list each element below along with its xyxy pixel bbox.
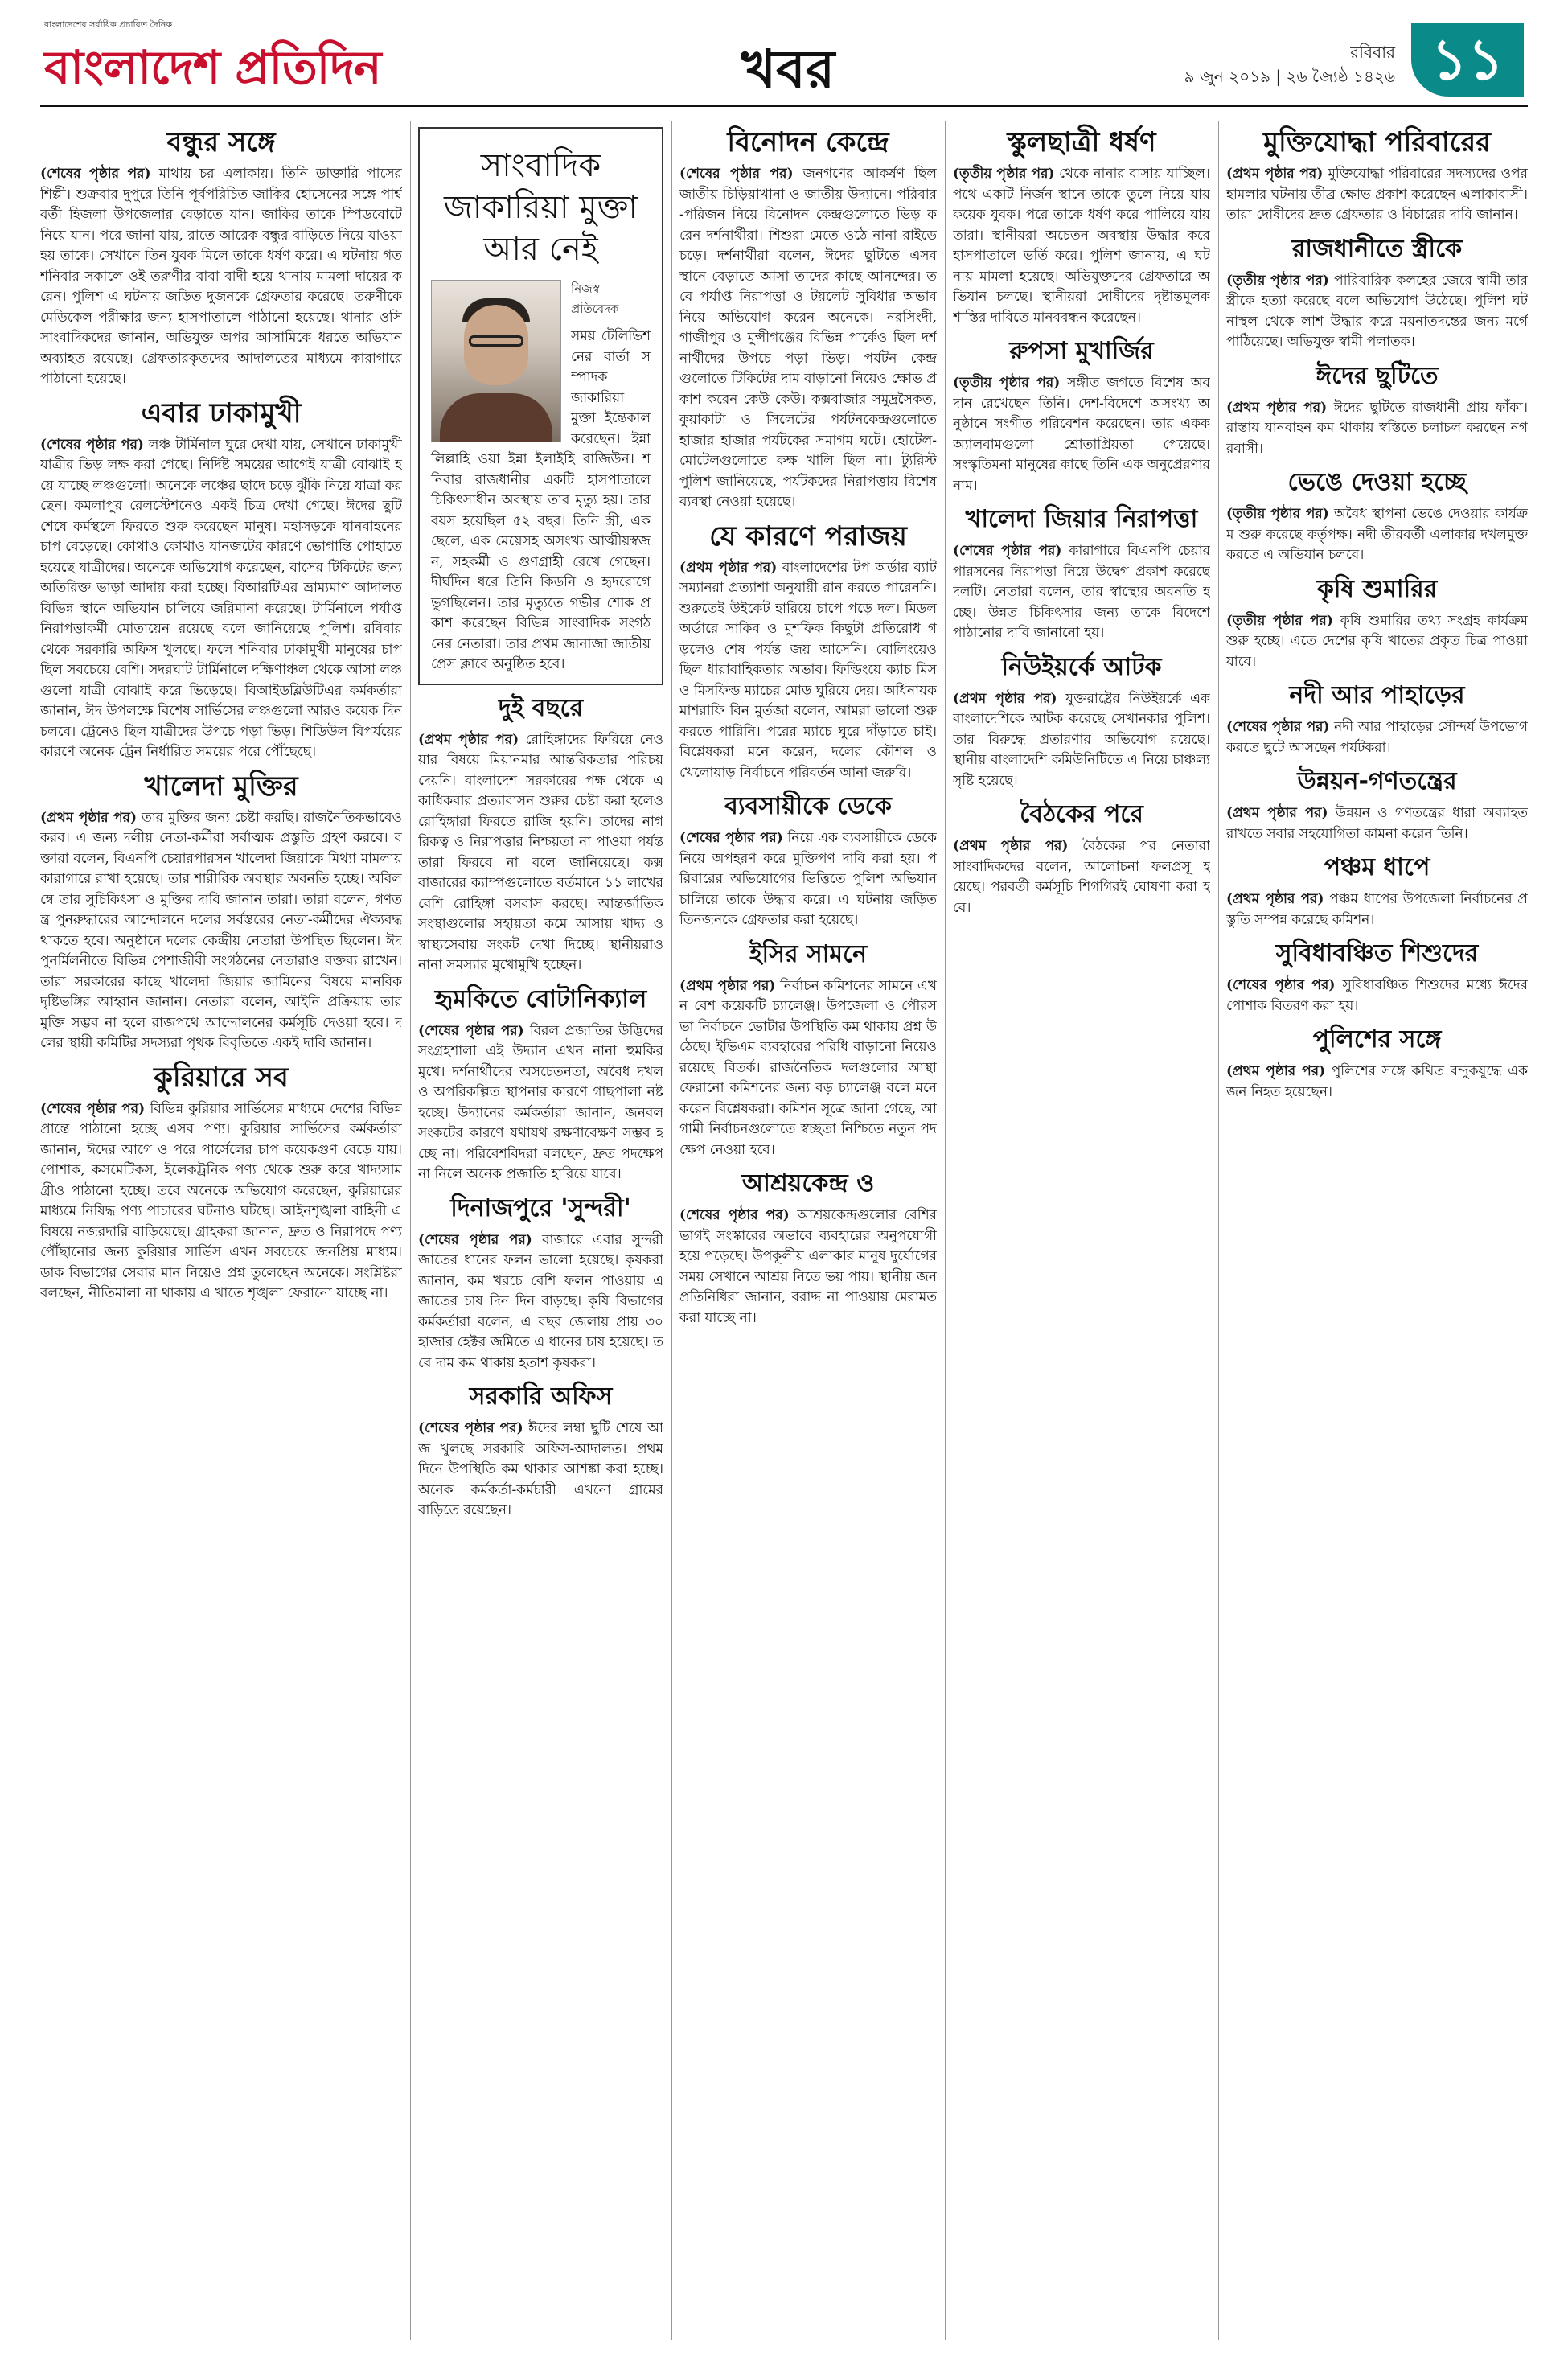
story — [953, 799, 1210, 918]
story-lead: (শেষের পৃষ্ঠার পর) — [40, 166, 151, 182]
header-divider — [40, 105, 1528, 107]
story-body — [1226, 504, 1528, 566]
story-lead: (শেষের পৃষ্ঠার পর) — [679, 830, 783, 846]
story — [1226, 852, 1528, 930]
story-text: বৈঠকের পর নেতারা সাংবাদিকদের বলেন, আলোচনা ফলপ্রসূ হয়েছে। পরবর্তী কর্মসূচি শিগগিরই ঘোষণা করা হবে। — [953, 838, 1210, 916]
story-headline[interactable]: দিনাজপুরে 'সুন্দরী' — [450, 1193, 631, 1222]
story-text: বাজারে এবার সুন্দরী জাতের ধানের ফলন ভালো হয়েছে। কৃষকরা জানান, কম খরচে বেশি ফলন পাওয়ায় এ জাতের চাষ দিন দিন বাড়ছে। কৃষি বিভাগের কর্মকর্তারা বলেন, এ বছর জেলায় প্রায় ৩০ হাজার হেক্টর জমিতে এ ধানের চাষ হয়েছে। তবে দাম কম থাকায় হতাশ কৃষকরা। — [418, 1231, 663, 1371]
story-lead: (শেষের পৃষ্ঠার পর) — [418, 1231, 532, 1248]
story-text: মাথায় চর এলাকায়। তিনি ডাক্তারি পাসের শিল্পী। শুক্রবার দুপুরে তিনি পূর্বপরিচিত জাকির হোসেনের সঙ্গে পার্শ্ববর্তী হিজলা উপজেলার বেড়াতে যান। জাকির তাকে স্পিডবোটে নিয়ে যান। পরে জানা যায়, রাতে আরেক বন্ধুর বাড়িতে নিয়ে যাওয়া হয় তাকে। সেখানে তিন যুবক মিলে তাকে ধর্ষণ করে। এ ঘটনায় গত শনিবার সকালে ওই তরুণীর বাবা বাদী হয়ে থানায় মামলা দায়ের করেন। পুলিশ এ ঘটনায় জড়িত দুজনকে গ্রেফতার করেছে। তরুণীকে মেডিকেল পরীক্ষার জন্য হাসপাতালে পাঠানো হয়েছে। থানার ওসি সাংবাদিকদের জানান, অভিযুক্ত অপর আসামিকে ধরতে অভিযান অব্যাহত রয়েছে। গ্রেফতারকৃতদের আদালতের মাধ্যমে কারাগারে পাঠানো হয়েছে। — [40, 166, 402, 387]
story-body — [40, 808, 402, 1054]
story-lead: (শেষের পৃষ্ঠার পর) — [1226, 719, 1330, 735]
story — [953, 336, 1210, 496]
obituary-box — [418, 127, 663, 685]
story-body — [40, 1099, 402, 1304]
story-text: তার মুক্তির জন্য চেষ্টা করছি। রাজনৈতিকভাবেও করব। এ জন্য দলীয় নেতা-কর্মীরা সর্বাত্মক প্রস্তুতি গ্রহণ করবে। বক্তারা বলেন, বিএনপি চেয়ারপারসন খালেদা জিয়াকে মিথ্যা মামলায় কারাগারে রাখা হয়েছে। তার শারীরিক অবস্থার অবনতি হচ্ছে। অবিলম্বে তার সুচিকিৎসা ও মুক্তির দাবি জানান তারা। তারা বলেন, গণতন্ত্র পুনরুদ্ধারের আন্দোলনে দলের সর্বস্তরের নেতা-কর্মীদের ঐক্যবদ্ধ থাকতে হবে। অনুষ্ঠানে দলের কেন্দ্রীয় নেতারা উপস্থিত ছিলেন। ঈদ পুনর্মিলনীতে বিভিন্ন পেশাজীবী সংগঠনের নেতারাও বক্তব্য রাখেন। তারা সরকারের কাছে খালেদা জিয়ার জামিনের বিষয়ে মানবিক দৃষ্টিভঙ্গির আহ্বান জানান। নেতারা বলেন, আইনি প্রক্রিয়ায় তার মুক্তি সম্ভব না হলে রাজপথে আন্দোলনের কর্মসূচি দেওয়া হবে। দলের স্থায়ী কমিটির সদস্যরা পৃথক বিবৃতিতে একই দাবি জানান। — [40, 809, 402, 1051]
story — [953, 127, 1210, 328]
story-body — [1226, 164, 1528, 226]
story-headline[interactable]: আশ্রয়কেন্দ্র ও — [741, 1169, 875, 1197]
day-label: রবিবার — [1350, 43, 1395, 62]
story-text: সঙ্গীত জগতে বিশেষ অবদান রেখেছেন তিনি। দেশ-বিদেশে অসংখ্য অনুষ্ঠানে সংগীত পরিবেশন করেছেন। তার একক অ্যালবামগুলো শ্রোতাপ্রিয়তা পেয়েছে। সংস্কৃতিমনা মানুষের কাছে তিনি এক অনুপ্রেরণার নাম। — [953, 375, 1210, 494]
story-text: পারিবারিক কলহের জেরে স্বামী তার স্ত্রীকে হত্যা করেছে বলে অভিযোগ উঠেছে। পুলিশ ঘটনাস্থল থেকে লাশ উদ্ধার করে ময়নাতদন্তের জন্য মর্গে পাঠিয়েছে। অভিযুক্ত স্বামী পলাতক। — [1226, 272, 1528, 350]
story-body — [1226, 975, 1528, 1017]
story-lead: (শেষের পৃষ্ঠার পর) — [679, 1207, 790, 1223]
column-divider — [1218, 121, 1219, 2340]
story-headline[interactable]: খালেদা জিয়ার নিরাপত্তা — [965, 505, 1198, 533]
story-headline[interactable]: মুক্তিযোদ্ধা পরিবারের — [1263, 126, 1491, 158]
story — [679, 1169, 937, 1329]
story-headline[interactable]: নিউইয়র্কে আটক — [1001, 652, 1162, 681]
story-lead: (প্রথম পৃষ্ঠার পর) — [1226, 1063, 1326, 1079]
story-body — [679, 976, 937, 1161]
story-text: বাংলাদেশের টপ অর্ডার ব্যাটসম্যানরা প্রত্যাশা অনুযায়ী রান করতে পারেননি। শুরুতেই উইকেট হারিয়ে চাপে পড়ে দল। মিডল অর্ডারে সাকিব ও মুশফিক কিছুটা প্রতিরোধ গড়লেও শেষ পর্যন্ত জয় আসেনি। বোলিংয়েও ছিল ধারাবাহিকতার অভাব। ফিল্ডিংয়ে ক্যাচ মিস ও মিসফিল্ড ম্যাচের মোড় ঘুরিয়ে দেয়। অধিনায়ক মাশরাফি বিন মুর্তজা বলেন, আমরা ভালো শুরু করতে পারিনি। পরের ম্যাচে ঘুরে দাঁড়াতে চাই। বিশ্লেষকরা মনে করেন, দলের কৌশল ও খেলোয়াড় নির্বাচনে পরিবর্তন আনা জরুরি। — [679, 559, 937, 781]
story-text: বিরল প্রজাতির উদ্ভিদের সংগ্রহশালা এই উদ্যান এখন নানা হুমকির মুখে। দর্শনার্থীদের অসচেতনতা, অবৈধ দখল ও অপরিকল্পিত স্থাপনার কারণে গাছপালা নষ্ট হচ্ছে। উদ্যানের কর্মকর্তারা জানান, জনবল সংকটের কারণে যথাযথ রক্ষণাবেক্ষণ সম্ভব হচ্ছে না। পরিবেশবিদরা বলছেন, দ্রুত পদক্ষেপ না নিলে অনেক প্রজাতি হারিয়ে যাবে। — [418, 1022, 663, 1182]
story-text: পঞ্চম ধাপের উপজেলা নির্বাচনের প্রস্তুতি সম্পন্ন করেছে কমিশন। — [1226, 891, 1528, 928]
section-title: খবর — [741, 39, 835, 101]
story-lead: (শেষের পৃষ্ঠার পর) — [1226, 977, 1336, 993]
story — [1226, 766, 1528, 844]
story-headline[interactable]: যে কারণে পরাজয় — [709, 520, 907, 552]
story-headline[interactable]: কুরিয়ারে সব — [154, 1061, 289, 1094]
story-text: সুবিধাবঞ্চিত শিশুদের মধ্যে ঈদের পোশাক বিতরণ করা হয়। — [1226, 977, 1528, 1014]
story-headline[interactable]: রাজধানীতে স্ত্রীকে — [1291, 234, 1463, 263]
story-text: নিয়ে এক ব্যবসায়ীকে ডেকে নিয়ে অপহরণ করে মুক্তিপণ দাবি করা হয়। পরিবারের অভিযোগের ভিত্তিতে পুলিশ অভিযান চালিয়ে তাকে উদ্ধার করে। এ ঘটনায় জড়িত তিনজনকে গ্রেফতার করা হয়েছে। — [679, 830, 937, 928]
story — [1226, 680, 1528, 758]
story-lead: (প্রথম পৃষ্ঠার পর) — [953, 838, 1069, 854]
obituary-headline[interactable]: সাংবাদিক জাকারিয়া মুক্তা আর নেই — [444, 147, 638, 268]
story-text: পুলিশের সঙ্গে কথিত বন্দুকযুদ্ধে একজন নিহত হয়েছেন। — [1226, 1063, 1528, 1100]
story-body — [1226, 889, 1528, 930]
story-lead: (তৃতীয় পৃষ্ঠার পর) — [953, 375, 1061, 391]
story — [40, 1062, 402, 1304]
story-text: নদী আর পাহাড়ের সৌন্দর্য উপভোগ করতে ছুটে আসছেন পর্যটকরা। — [1226, 719, 1528, 756]
story-lead: (শেষের পৃষ্ঠার পর) — [40, 436, 144, 453]
column-4 — [953, 119, 1210, 2347]
story-text: ঈদের লম্বা ছুটি শেষে আজ খুলছে সরকারি অফিস-আদালত। প্রথম দিনে উপস্থিতি কম থাকার আশঙ্কা করা হচ্ছে। অনেক কর্মকর্তা-কর্মচারী এখনো গ্রামের বাড়িতে রয়েছেন। — [418, 1420, 663, 1518]
story-lead: (প্রথম পৃষ্ঠার পর) — [679, 977, 776, 994]
story-text: থেকে নানার বাসায় যাচ্ছিল। পথে একটি নির্জন স্থানে তাকে তুলে নিয়ে যায় কয়েক যুবক। পরে তাকে ধর্ষণ করে পালিয়ে যায় তারা। স্থানীয়রা অচেতন অবস্থায় উদ্ধার করে হাসপাতালে ভর্তি করে। পুলিশ জানায়, এ ঘটনায় মামলা হয়েছে। অভিযুক্তদের গ্রেফতারে অভিযান চলছে। স্থানীয়রা দোষীদের দৃষ্টান্তমূলক শাস্তির দাবিতে মানববন্ধন করেছেন। — [953, 166, 1210, 326]
story-headline[interactable]: সুবিধাবঞ্চিত শিশুদের — [1275, 939, 1479, 967]
story — [40, 398, 402, 763]
story — [40, 771, 402, 1054]
story-text: রোহিঙ্গাদের ফিরিয়ে নেওয়ার বিষয়ে মিয়ানমার আন্তরিকতার পরিচয় দেয়নি। বাংলাদেশ সরকারের পক্ষ থেকে একাধিকবার প্রত্যাবাসন শুরুর চেষ্টা করা হলেও রোহিঙ্গারা ফিরতে রাজি হয়নি। তাদের নাগরিকত্ব ও নিরাপত্তার নিশ্চয়তা না পাওয়া পর্যন্ত তারা ফিরবে না বলে জানিয়েছে। কক্সবাজারের ক্যাম্পগুলোতে বর্তমানে ১১ লাখের বেশি রোহিঙ্গা বসবাস করছে। আন্তর্জাতিক সংস্থাগুলোর সহায়তা কমে আসায় খাদ্য ও স্বাস্থ্যসেবায় সংকট দেখা দিচ্ছে। স্থানীয়রাও নানা সমস্যার মুখোমুখি হচ্ছেন। — [418, 731, 663, 973]
story-lead: (তৃতীয় পৃষ্ঠার পর) — [1226, 612, 1333, 629]
story-headline[interactable]: ব্যবসায়ীকে ডেকে — [724, 792, 892, 820]
story-body — [418, 1419, 663, 1522]
story-body — [1226, 611, 1528, 673]
story — [40, 127, 402, 390]
story-headline[interactable]: পুলিশের সঙ্গে — [1312, 1025, 1442, 1054]
story-body — [418, 730, 663, 976]
story-text: উন্নয়ন ও গণতন্ত্রের ধারা অব্যাহত রাখতে সবার সহযোগিতা কামনা করেন তিনি। — [1226, 805, 1528, 842]
story-text: বিভিন্ন কুরিয়ার সার্ভিসের মাধ্যমে দেশের বিভিন্ন প্রান্তে পাঠানো হচ্ছে এসব পণ্য। কুরিয়ার সার্ভিসের কর্মকর্তারা জানান, ঈদের আগে ও পরে পার্সেলের চাপ কয়েকগুণ বেড়ে যায়। পোশাক, কসমেটিকস, ইলেকট্রনিক পণ্য থেকে শুরু করে খাদ্যসামগ্রীও পাঠানো হচ্ছে। তবে অনেকে অভিযোগ করেছেন, কুরিয়ারের মাধ্যমে নিষিদ্ধ পণ্য পাচারের ঘটনাও ঘটছে। আইনশৃঙ্খলা বাহিনী এ বিষয়ে নজরদারি বাড়িয়েছে। গ্রাহকরা জানান, দ্রুত ও নিরাপদে পণ্য পৌঁছানোর জন্য কুরিয়ার সার্ভিস এখন সবচেয়ে জনপ্রিয় মাধ্যম। ডাক বিভাগের সেবার মান নিয়েও প্রশ্ন তুলেছেন অনেকে। সংশ্লিষ্টরা বলছেন, নীতিমালা না থাকায় এ খাতে শৃঙ্খলা ফেরানো যাচ্ছে না। — [40, 1100, 402, 1301]
story-lead: (শেষের পৃষ্ঠার পর) — [418, 1420, 523, 1436]
story-headline[interactable]: স্কুলছাত্রী ধর্ষণ — [1007, 126, 1156, 158]
story-lead: (প্রথম পৃষ্ঠার পর) — [418, 731, 519, 748]
column-divider — [410, 121, 411, 2340]
story-body — [679, 828, 937, 931]
story-body — [953, 836, 1210, 918]
story — [1226, 234, 1528, 353]
story-text: অবৈধ স্থাপনা ভেঙে দেওয়ার কার্যক্রম শুরু করেছে কর্তৃপক্ষ। নদী তীরবর্তী এলাকার দখলমুক্ত করতে এ অভিযান চলবে। — [1226, 506, 1528, 563]
story-lead: (প্রথম পৃষ্ঠার পর) — [1226, 805, 1328, 821]
date-label: ৯ জুন ২০১৯ | ২৬ জ্যৈষ্ঠ ১৪২৬ — [1184, 67, 1395, 86]
story-text: মুক্তিযোদ্ধা পরিবারের সদস্যদের ওপর হামলার ঘটনায় তীব্র ক্ষোভ প্রকাশ করেছেন এলাকাবাসী। তারা দোষীদের দ্রুত গ্রেফতার ও বিচারের দাবি জানান। — [1226, 166, 1528, 223]
story-lead: (তৃতীয় পৃষ্ঠার পর) — [953, 166, 1055, 182]
portrait-photo — [431, 280, 561, 442]
story — [1226, 361, 1528, 460]
story — [418, 693, 663, 976]
story-headline[interactable]: এবার ঢাকামুখী — [141, 396, 302, 429]
obituary-byline: নিজস্ব প্রতিবেদক — [571, 281, 619, 316]
story-headline[interactable]: খালেদা মুক্তির — [144, 770, 298, 803]
story-body — [1226, 803, 1528, 844]
story-body — [40, 164, 402, 390]
story-body — [1226, 271, 1528, 353]
story — [953, 504, 1210, 644]
story-body — [1226, 1062, 1528, 1103]
story-headline[interactable]: সরকারি অফিস — [469, 1382, 613, 1411]
story-lead: (শেষের পৃষ্ঠার পর) — [953, 543, 1062, 559]
story-lead: (প্রথম পৃষ্ঠার পর) — [679, 559, 778, 576]
story-text: ঈদের ছুটিতে রাজধানী প্রায় ফাঁকা। রাস্তায় যানবাহন কম থাকায় স্বস্তিতে চলাচল করছেন নগরবাসী। — [1226, 399, 1528, 457]
obituary-body: সময় টেলিভিশনের বার্তা সম্পাদক জাকারিয়া মুক্তা ইন্তেকাল করেছেন। ইন্না লিল্লাহি ওয়া ইন্না ইলাইহি রাজিউন। শনিবার রাজধানীর একটি হাসপাতালে চিকিৎসাধীন অবস্থায় তার মৃত্যু হয়। তার বয়স হয়েছিল ৫২ বছর। তিনি স্ত্রী, এক ছেলে, এক মেয়েসহ অসংখ্য আত্মীয়স্বজন, সহকর্মী ও গুণগ্রাহী রেখে গেছেন। দীর্ঘদিন ধরে তিনি কিডনি ও হৃদরোগে ভুগছিলেন। তার মৃত্যুতে গভীর শোক প্রকাশ করেছেন বিভিন্ন সাংবাদিক সংগঠনের নেতারা। তার প্রথম জানাজা জাতীয় প্রেস ক্লাবে অনুষ্ঠিত হবে। — [431, 328, 651, 672]
story-lead: (শেষের পৃষ্ঠার পর) — [679, 166, 794, 182]
story-body — [1226, 398, 1528, 460]
column-2 — [418, 119, 663, 2347]
story — [679, 521, 937, 784]
story-body — [953, 541, 1210, 644]
story-body — [1226, 717, 1528, 758]
page-number-badge: ১১ — [1411, 23, 1524, 97]
story-headline[interactable]: ভেঙে দেওয়া হচ্ছে — [1287, 468, 1467, 496]
story — [1226, 1025, 1528, 1103]
story-headline[interactable]: বৈঠকের পরে — [1020, 800, 1143, 828]
story-headline[interactable]: উন্নয়ন-গণতন্ত্রের — [1297, 767, 1457, 795]
story-lead: (প্রথম পৃষ্ঠার পর) — [40, 809, 138, 826]
story-text: জনগণের আকর্ষণ ছিল জাতীয় চিড়িয়াখানা ও জাতীয় উদ্যানে। পরিবার-পরিজন নিয়ে বিনোদন কেন্দ্রগুলোতে ভিড় করেন দর্শনার্থীরা। শিশুরা মেতে ওঠে নানা রাইডে চড়ে। দর্শনার্থীরা বলেন, ঈদের ছুটিতে এসব স্থানে বেড়াতে আসা তাদের কাছে আনন্দের। তবে পর্যাপ্ত নিরাপত্তা ও টয়লেট সুবিধার অভাব নিয়ে অভিযোগ করেন অনেকে। নরসিংদী, গাজীপুর ও মুন্সীগঞ্জের বিভিন্ন পার্কেও ছিল দর্শনার্থীদের উপচে পড়া ভিড়। পর্যটন কেন্দ্রগুলোতে টিকিটের দাম বাড়ানো নিয়েও ক্ষোভ প্রকাশ করেন কেউ কেউ। কক্সবাজার সমুদ্রসৈকত, কুয়াকাটা ও সিলেটের পর্যটনকেন্দ্রগুলোতে হাজার হাজার পর্যটকের সমাগম ঘটে। হোটেল-মোটেলগুলোতে কক্ষ খালি ছিল না। ট্যুরিস্ট পুলিশ জানিয়েছে, পর্যটকদের নিরাপত্তায় বিশেষ ব্যবস্থা নেওয়া হয়েছে। — [679, 166, 937, 510]
story-lead: (প্রথম পৃষ্ঠার পর) — [1226, 166, 1324, 182]
story-headline[interactable]: হৃমকিতে বোটানিক্যাল — [434, 984, 647, 1013]
logo-tagline: বাংলাদেশের সর্বাধিক প্রচারিত দৈনিক — [44, 19, 173, 30]
story-lead: (তৃতীয় পৃষ্ঠার পর) — [1226, 506, 1329, 522]
column-divider — [671, 121, 672, 2340]
story-lead: (তৃতীয় পৃষ্ঠার পর) — [1226, 272, 1329, 289]
story — [953, 652, 1210, 792]
story-headline[interactable]: দুই বছরে — [498, 693, 584, 722]
column-3 — [679, 119, 937, 2347]
story-text: নির্বাচন কমিশনের সামনে এখন বেশ কয়েকটি চ্যালেঞ্জ। উপজেলা ও পৌরসভা নির্বাচনে ভোটার উপস্থিতি কম থাকায় প্রশ্ন উঠেছে। ইভিএম ব্যবহারের পরিধি বাড়ানো নিয়েও রয়েছে বিতর্ক। রাজনৈতিক দলগুলোর আস্থা ফেরানো কমিশনের জন্য বড় চ্যালেঞ্জ বলে মনে করেন বিশ্লেষকরা। কমিশন সূত্রে জানা গেছে, আগামী নির্বাচনগুলোতে স্বচ্ছতা নিশ্চিতে নতুন পদক্ষেপ নেওয়া হবে। — [679, 977, 937, 1158]
story-headline[interactable]: বন্ধুর সঙ্গে — [166, 126, 276, 158]
story-headline[interactable]: কৃষি শুমারির — [1316, 574, 1438, 603]
story — [1226, 127, 1528, 226]
story — [679, 127, 937, 513]
story-body — [679, 164, 937, 513]
story-lead: (প্রথম পৃষ্ঠার পর) — [1226, 399, 1328, 416]
story-headline[interactable]: পঞ্চম ধাপে — [1324, 853, 1430, 881]
story — [418, 1382, 663, 1522]
column-divider — [945, 121, 946, 2340]
story-lead: (শেষের পৃষ্ঠার পর) — [418, 1022, 524, 1039]
story — [679, 791, 937, 931]
story-body — [953, 373, 1210, 496]
story — [679, 939, 937, 1161]
story-headline[interactable]: রুপসা মুখার্জির — [1009, 337, 1154, 365]
story-text: কৃষি শুমারির তথ্য সংগ্রহ কার্যক্রম শুরু হচ্ছে। এতে দেশের কৃষি খাতের প্রকৃত চিত্র পাওয়া যাবে। — [1226, 612, 1528, 670]
story — [418, 1193, 663, 1374]
story-text: কারাগারে বিএনপি চেয়ারপারসনের নিরাপত্তা নিয়ে উদ্বেগ প্রকাশ করেছে দলটি। নেতারা বলেন, তার স্বাস্থ্যের অবনতি হচ্ছে। উন্নত চিকিৎসার জন্য তাকে বিদেশে পাঠানোর দাবি জানানো হয়। — [953, 543, 1210, 641]
masthead — [0, 0, 1568, 121]
story-text: আশ্রয়কেন্দ্রগুলোর বেশির ভাগই সংস্কারের অভাবে ব্যবহারের অনুপযোগী হয়ে পড়েছে। উপকূলীয় এলাকার মানুষ দুর্যোগের সময় সেখানে আশ্রয় নিতে ভয় পায়। স্থানীয় জনপ্রতিনিধিরা জানান, বরাদ্দ না পাওয়ায় মেরামত করা যাচ্ছে না। — [679, 1207, 937, 1326]
story-text: যুক্তরাষ্ট্রের নিউইয়র্কে এক বাংলাদেশিকে আটক করেছে সেখানকার পুলিশ। তার বিরুদ্ধে প্রতারণার অভিযোগ রয়েছে। স্থানীয় বাংলাদেশি কমিউনিটিতে এ নিয়ে চাঞ্চল্য সৃষ্টি হয়েছে। — [953, 690, 1210, 789]
story-body — [40, 435, 402, 763]
story-lead: (প্রথম পৃষ্ঠার পর) — [953, 690, 1057, 707]
logo-name: বাংলাদেশ প্রতিদিন — [44, 40, 381, 95]
story-body — [679, 558, 937, 784]
story-lead: (শেষের পৃষ্ঠার পর) — [40, 1100, 146, 1117]
story-body — [679, 1205, 937, 1329]
story-body — [953, 164, 1210, 328]
story-headline[interactable]: ঈদের ছুটিতে — [1316, 361, 1439, 390]
story — [418, 984, 663, 1185]
column-1 — [40, 119, 402, 2347]
story — [1226, 467, 1528, 566]
story-lead: (প্রথম পৃষ্ঠার পর) — [1226, 891, 1324, 907]
story-body — [418, 1230, 663, 1374]
story — [1226, 574, 1528, 673]
story-headline[interactable]: বিনোদন কেন্দ্রে — [727, 126, 889, 158]
story-text: লঞ্চ টার্মিনাল ঘুরে দেখা যায়, সেখানে ঢাকামুখী যাত্রীর ভিড় লক্ষ করা গেছে। নির্দিষ্ট সময়ের আগেই যাত্রী বোঝাই হয়ে যাচ্ছে লঞ্চগুলো। অনেকে লঞ্চের ছাদে চড়ে ঝুঁকি নিয়ে যাত্রা করছেন। কমলাপুর রেলস্টেশনেও একই চিত্র দেখা গেছে। ঈদের ছুটি শেষে কর্মস্থলে ফিরতে শুরু করেছেন মানুষ। মহাসড়কে যানবাহনের চাপ বেড়েছে। কোথাও কোথাও যানজটের কারণে ভোগান্তি পোহাতে হয়েছে যাত্রীদের। অনেকে অভিযোগ করেছেন, বাসের টিকিটের জন্য অতিরিক্ত ভাড়া আদায় করা হচ্ছে। বিআরটিএর ভ্রাম্যমাণ আদালত বিভিন্ন স্থানে অভিযান চালিয়ে জরিমানা করেছে। টার্মিনালে পর্যাপ্ত নিরাপত্তাকর্মী মোতায়েন রয়েছে বলে জানিয়েছে পুলিশ। রবিবার থেকে সরকারি অফিস খুলছে। ফলে শনিবার ঢাকামুখী মানুষের চাপ ছিল সবচেয়ে বেশি। সদরঘাট টার্মিনালে দক্ষিণাঞ্চল থেকে আসা লঞ্চগুলো যাত্রী বোঝাই করে ভিড়েছে। বিআইডব্লিউটিএর কর্মকর্তারা জানান, ঈদ উপলক্ষে বিশেষ সার্ভিসের লঞ্চগুলো আরও কয়েক দিন চলবে। ট্রেনেও ছিল যাত্রীদের উপচে পড়া ভিড়। শিডিউল বিপর্যয়ের কারণে অনেক ট্রেন নির্ধারিত সময়ের পরে পৌঁছেছে। — [40, 436, 402, 760]
story-body — [953, 689, 1210, 792]
column-5 — [1226, 119, 1528, 2347]
story-body — [418, 1021, 663, 1185]
newspaper-logo[interactable] — [44, 18, 446, 94]
story — [1226, 939, 1528, 1017]
story-headline[interactable]: ইসির সামনে — [749, 939, 868, 968]
date-block — [1184, 40, 1395, 88]
story-headline[interactable]: নদী আর পাহাড়ের — [1289, 681, 1465, 709]
